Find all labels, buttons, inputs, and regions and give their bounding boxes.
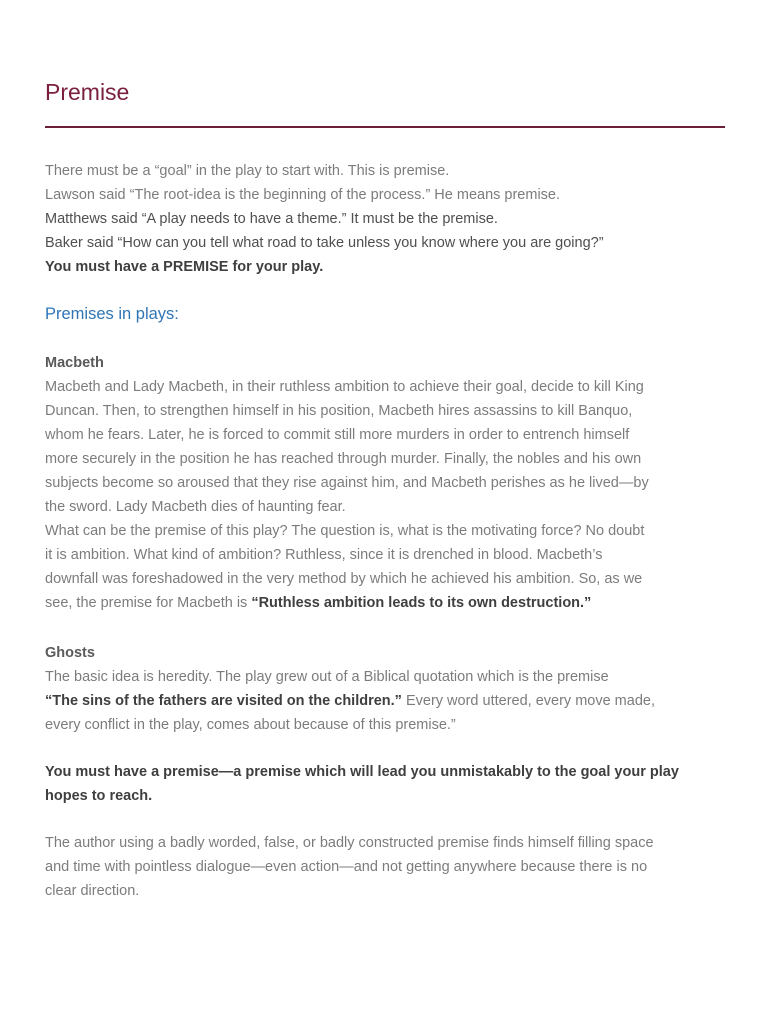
author-line-1: The author using a badly worded, false, or badly constructed premise finds himself filling space: [45, 835, 654, 851]
intro-line-4: Baker said “How can you tell what road to take unless you know where you are going?”: [45, 235, 604, 251]
macbeth-title: Macbeth: [45, 355, 104, 371]
macbeth-line: it is ambition. What kind of ambition? Ruthless, since it is drenched in blood. Macbeth’s: [45, 547, 603, 563]
macbeth-last-line: [45, 591, 735, 615]
macbeth-line: What can be the premise of this play? The question is, what is the motivating force? No doubt: [45, 523, 645, 539]
author-paragraph: [45, 831, 735, 903]
macbeth-line: more securely in the position he has reached through murder. Finally, the nobles and his own: [45, 451, 642, 467]
macbeth-premise: “Ruthless ambition leads to its own destruction.”: [251, 595, 592, 611]
must-have-line-2: hopes to reach.: [45, 788, 153, 804]
ghosts-line-3: every conflict in the play, comes about because of this premise.”: [45, 717, 456, 733]
author-line-3: clear direction.: [45, 883, 140, 899]
macbeth-line: subjects become so aroused that they rise against him, and Macbeth perishes as he lived—by: [45, 475, 649, 491]
macbeth-line: the sword. Lady Macbeth dies of haunting fear.: [45, 499, 346, 515]
macbeth-line: downfall was foreshadowed in the very method by which he achieved his ambition. So, as we: [45, 571, 643, 587]
page-title: Premise: [45, 79, 130, 105]
must-have-paragraph: [45, 760, 735, 808]
title-divider: [45, 126, 725, 128]
ghosts-line-1: The basic idea is heredity. The play grew out of a Biblical quotation which is the premise: [45, 669, 609, 685]
ghosts-section: [45, 641, 735, 737]
author-line-2: and time with pointless dialogue—even action—and not getting anywhere because there is no: [45, 859, 648, 875]
macbeth-line: Macbeth and Lady Macbeth, in their ruthless ambition to achieve their goal, decide to kill King: [45, 379, 644, 395]
macbeth-line: Duncan. Then, to strengthen himself in his position, Macbeth hires assassins to kill Banquo,: [45, 403, 633, 419]
intro-paragraph: [45, 159, 735, 279]
ghosts-premise: “The sins of the fathers are visited on the children.”: [45, 693, 402, 709]
macbeth-last-line-prefix: see, the premise for Macbeth is: [45, 595, 252, 611]
ghosts-line-2: [45, 689, 735, 713]
intro-line-1: There must be a “goal” in the play to start with. This is premise.: [45, 163, 450, 179]
macbeth-section: [45, 351, 735, 615]
macbeth-line: whom he fears. Later, he is forced to commit still more murders in order to entrench himself: [45, 427, 630, 443]
section-heading: Premises in plays:: [45, 305, 179, 323]
must-have-line-1: You must have a premise—a premise which will lead you unmistakably to the goal your play: [45, 764, 679, 780]
intro-line-3: Matthews said “A play needs to have a theme.” It must be the premise.: [45, 211, 498, 227]
ghosts-title: Ghosts: [45, 645, 95, 661]
intro-line-2: Lawson said “The root-idea is the beginning of the process.” He means premise.: [45, 187, 561, 203]
intro-line-5: You must have a PREMISE for your play.: [45, 259, 324, 275]
ghosts-line-2-rest: Every word uttered, every move made,: [401, 693, 655, 709]
